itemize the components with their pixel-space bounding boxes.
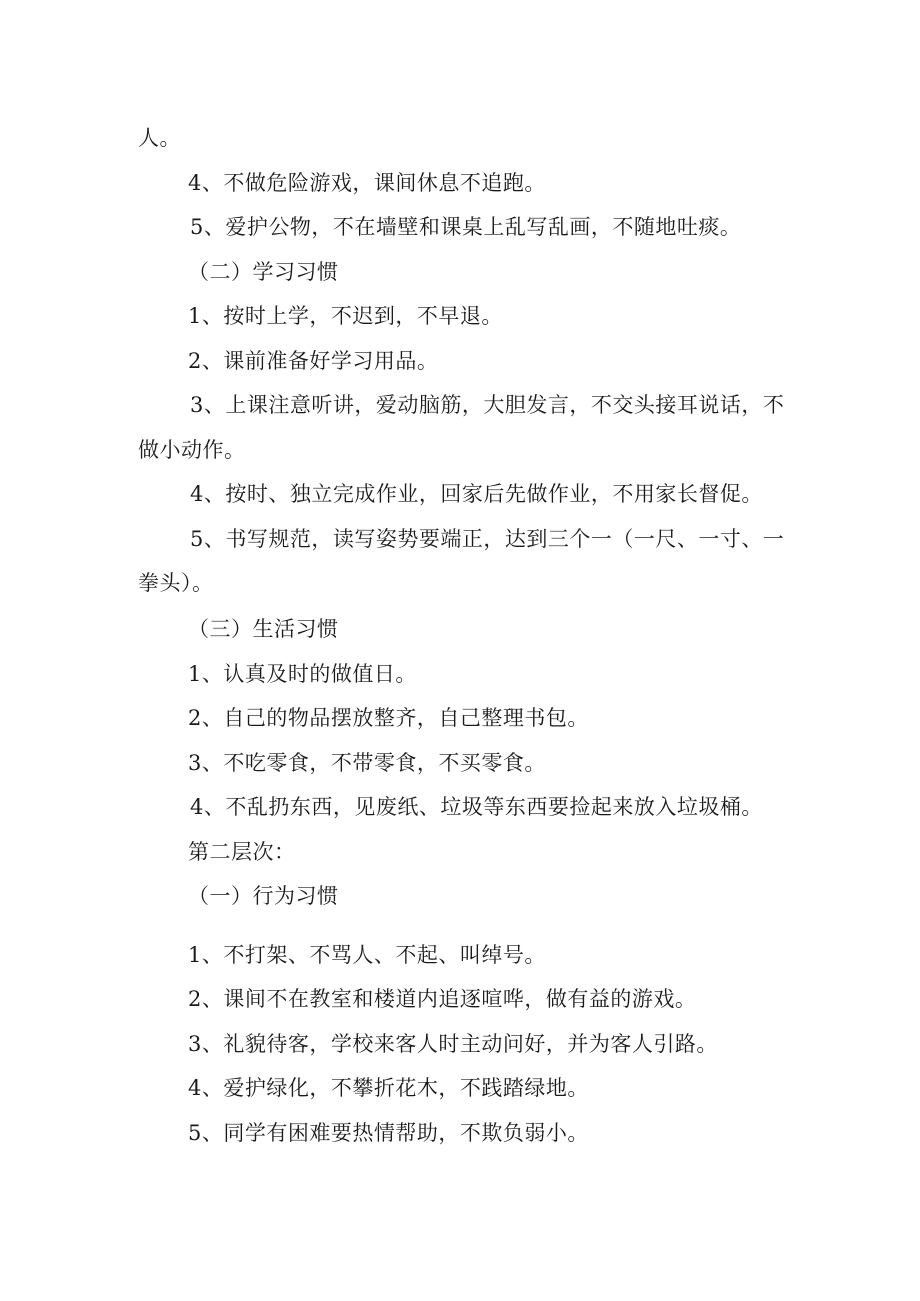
list-item: 3、不吃零食，不带零食，不买零食。 — [188, 751, 546, 775]
list-item: 2、课间不在教室和楼道内追逐喧哗，做有益的游戏。 — [188, 987, 697, 1011]
list-item-continuation: 拳头）。 — [138, 571, 214, 595]
paragraph-continuation: 人。 — [138, 126, 181, 150]
list-item: 5、书写规范，读写姿势要端正，达到三个一（一尺、一寸、一 — [190, 527, 785, 551]
level-heading: 第二层次： — [188, 840, 296, 864]
list-item-continuation: 做小动作。 — [138, 438, 246, 462]
list-item: 4、不做危险游戏，课间休息不追跑。 — [188, 171, 546, 195]
list-item: 4、不乱扔东西，见废纸、垃圾等东西要捡起来放入垃圾桶。 — [190, 795, 763, 819]
list-item: 3、礼貌待客，学校来客人时主动问好，并为客人引路。 — [188, 1032, 718, 1056]
list-item: 5、同学有困难要热情帮助，不欺负弱小。 — [188, 1121, 589, 1145]
list-item: 1、不打架、不骂人、不起、叫绰号。 — [188, 943, 546, 967]
list-item: 1、认真及时的做值日。 — [188, 662, 417, 686]
list-item: 2、课前准备好学习用品。 — [188, 349, 439, 373]
list-item: 4、爱护绿化，不攀折花木，不践踏绿地。 — [188, 1076, 589, 1100]
list-item: 5、爱护公物，不在墙壁和课桌上乱写乱画，不随地吐痰。 — [190, 215, 742, 239]
section-heading: （一）行为习惯 — [188, 884, 339, 908]
list-item: 4、按时、独立完成作业，回家后先做作业，不用家长督促。 — [190, 482, 763, 506]
section-heading: （三）生活习惯 — [188, 617, 339, 641]
list-item: 3、上课注意听讲，爱动脑筋，大胆发言，不交头接耳说话，不 — [190, 393, 785, 417]
section-heading: （二）学习习惯 — [188, 260, 339, 284]
list-item: 2、自己的物品摆放整齐，自己整理书包。 — [188, 706, 589, 730]
list-item: 1、按时上学，不迟到，不早退。 — [188, 304, 503, 328]
